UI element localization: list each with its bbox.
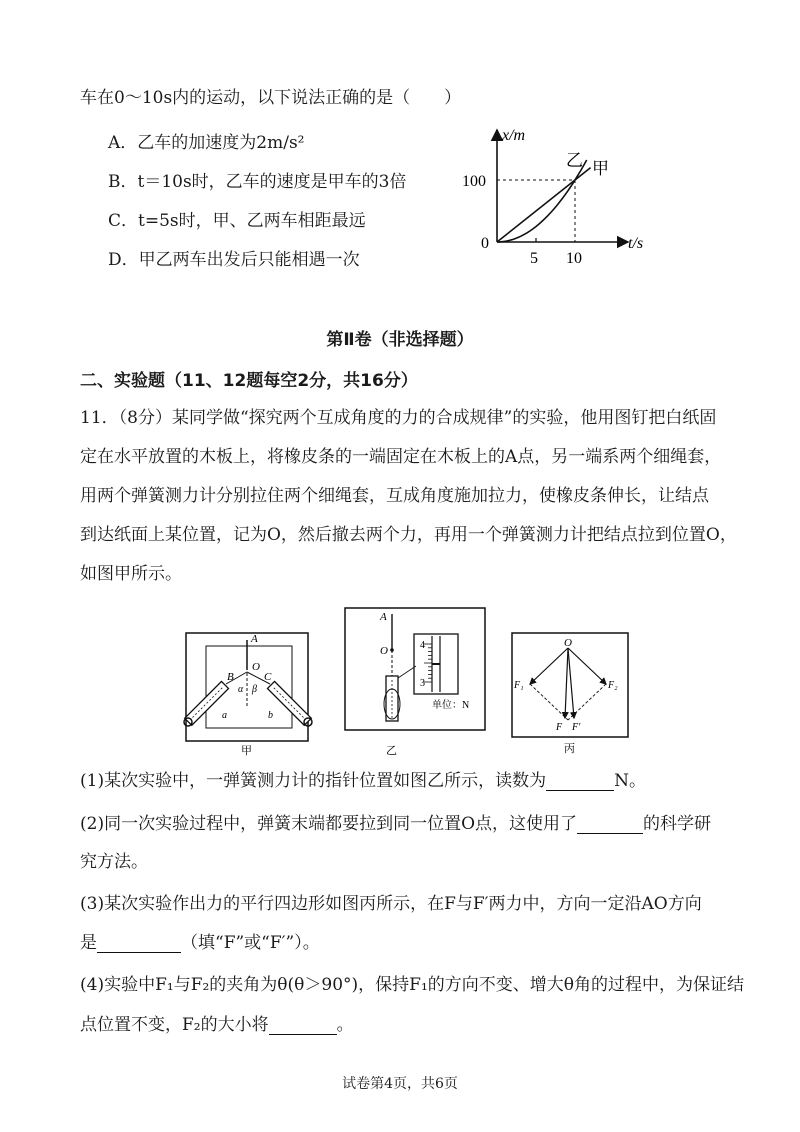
figure-caption: 甲: [241, 745, 252, 757]
sub2-text: (2)同一次实验过程中，弹簧末端都要拉到同一位置O点，这使用了: [80, 814, 578, 834]
label-f2: F₂: [608, 680, 618, 691]
q11-line: 用两个弹簧测力计分别拉住两个细绳套，互成角度施加拉力，使橡皮条伸长，让结点: [80, 486, 709, 506]
answer-blank-3[interactable]: [97, 934, 181, 953]
label-a-small: a: [222, 710, 227, 721]
answer-blank-1[interactable]: [546, 772, 614, 791]
vector-f2: [568, 648, 606, 684]
label-b-small: b: [268, 710, 273, 721]
sub-question-1: [80, 771, 646, 791]
sub1-text: (1)某次实验中，一弹簧测力计的指针位置如图乙所示，读数为: [80, 771, 547, 791]
label-jia: 甲: [592, 159, 609, 178]
series-yi-curve: [497, 160, 587, 242]
sub4-text: 点位置不变，F₂的大小将: [80, 1015, 269, 1035]
sub4-line2: [80, 1015, 354, 1035]
parallel-dash: [530, 684, 568, 720]
sub3-tail: （填“F”或“F′”）。: [181, 933, 320, 953]
option-text: t=5s时，甲、乙两车相距最远: [138, 211, 366, 231]
label-b: B: [227, 671, 234, 683]
label-o: O: [252, 661, 260, 673]
sub3-text: 是: [80, 933, 97, 953]
x-tick-10: 10: [566, 250, 582, 267]
label-yi: 乙: [566, 151, 583, 170]
q11-line: 如图甲所示。: [80, 564, 182, 584]
sub2-tail: 的科学研: [643, 814, 712, 834]
label-c: C: [264, 671, 272, 683]
magnify-connector: [398, 666, 416, 678]
vector-f-prime: [568, 648, 574, 718]
y-tick-100: 100: [462, 173, 486, 190]
option-text: 乙车的加速度为2m/s²: [137, 133, 305, 153]
tick-label-3: 3: [420, 678, 425, 689]
label-alpha: α: [238, 684, 244, 695]
tick-label-4: 4: [420, 640, 425, 651]
section-2-heading: 二、实验题（11、12题每空2分，共16分）: [80, 371, 418, 391]
q11-line: 到达纸面上某位置，记为O，然后撤去两个力，再用一个弹簧测力计把结点拉到位置O，: [80, 525, 737, 545]
label-a-point: A: [251, 633, 258, 645]
option-letter: A．: [108, 133, 138, 153]
figure-yi: [340, 606, 500, 758]
answer-blank-2[interactable]: [577, 815, 643, 834]
vector-f: [565, 648, 568, 718]
figure-caption: 丙: [564, 743, 575, 755]
knot-o: [390, 648, 394, 652]
origin-label: 0: [481, 235, 489, 252]
label-f-prime: F′: [572, 722, 581, 733]
option-letter: C．: [108, 211, 139, 231]
unit-label: 单位：N: [432, 700, 470, 711]
label-f1: F₁: [514, 680, 524, 691]
x-axis-label: t/s: [628, 235, 644, 252]
sub-question-3: (3)某次实验作出力的平行四边形如图丙所示，在F与F′两力中，方向一定沿AO方向: [80, 894, 702, 914]
option-text: 甲乙两车出发后只能相遇一次: [138, 250, 360, 270]
vector-f1: [530, 648, 568, 684]
figure-bing: [508, 630, 634, 758]
option-letter: D．: [108, 250, 139, 270]
label-f: F: [556, 722, 563, 733]
sub3-line2: [80, 933, 320, 953]
label-o: O: [380, 645, 388, 657]
sub-question-4: (4)实验中F₁与F₂的夹角为θ(θ＞90°)，保持F₁的方向不变、增大θ角的过程中，为保证结: [80, 975, 745, 995]
option-d: [108, 250, 360, 270]
sub1-tail: N。: [614, 771, 646, 791]
option-letter: B．: [108, 172, 138, 192]
option-a: [108, 133, 304, 153]
spring-scale-body: [386, 676, 398, 721]
option-c: [108, 211, 366, 231]
page-footer: 试卷第4页，共6页: [342, 1076, 458, 1092]
q11-line: 11．（8分）某同学做“探究两个互成角度的力的合成规律”的实验，他用图钉把白纸固: [80, 408, 717, 428]
label-o: O: [564, 637, 572, 649]
answer-blank-4[interactable]: [269, 1016, 337, 1035]
sub4-tail: 。: [336, 1015, 354, 1035]
question-10-stem: 车在0～10s内的运动，以下说法正确的是（ ）: [80, 88, 462, 108]
sub2-line2: 究方法。: [80, 852, 148, 872]
sub-question-2: [80, 814, 711, 834]
q11-line: 定在水平放置的木板上，将橡皮条的一端固定在木板上的A点，另一端系两个细绳套，: [80, 447, 722, 467]
label-beta: β: [252, 684, 257, 695]
x-tick-5: 5: [530, 250, 538, 267]
label-a-point: A: [380, 611, 387, 623]
section-2-title: 第Ⅱ卷（非选择题）: [326, 330, 474, 350]
option-text: t＝10s时，乙车的速度是甲车的3倍: [137, 172, 407, 192]
xt-graph: [440, 118, 660, 278]
figure-jia: [180, 628, 320, 758]
y-axis-label: x/m: [502, 127, 526, 144]
option-b: [108, 172, 407, 192]
figure-caption: 乙: [386, 745, 397, 757]
